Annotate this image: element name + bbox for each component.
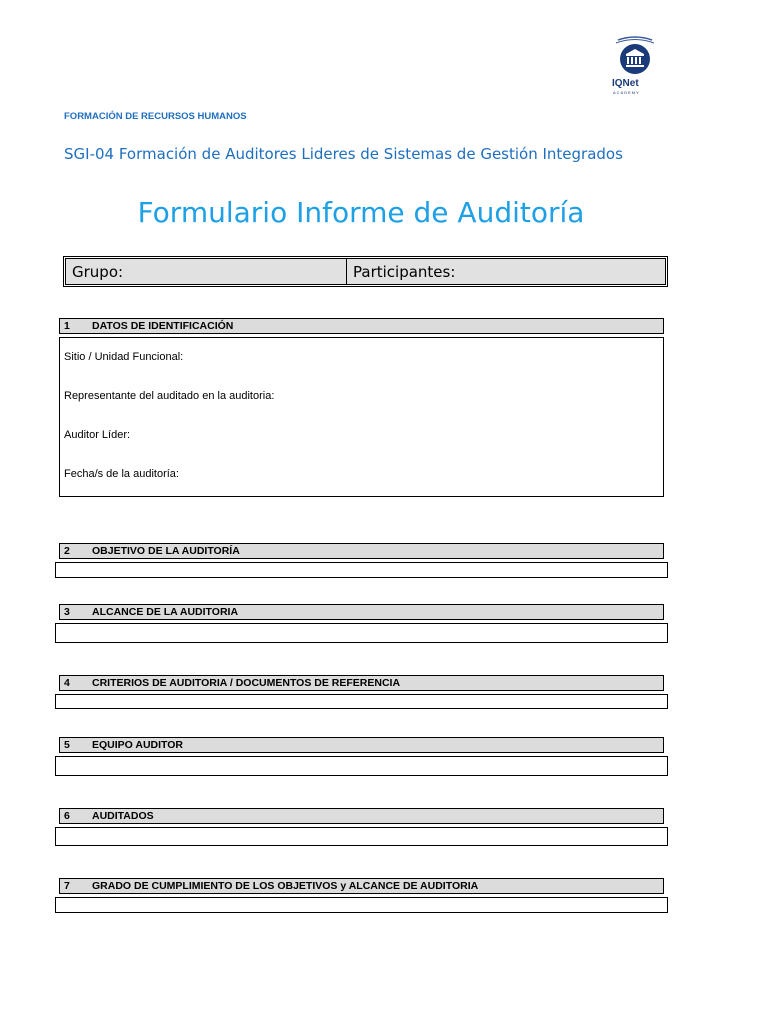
representative-field-label: Representante del auditado en la auditoria: [64,390,275,402]
section-number: 1 [64,320,70,332]
section-7-header [59,878,664,894]
section-5-input[interactable] [55,756,668,776]
lead-auditor-field-label: Auditor Líder: [64,429,131,441]
section-label: OBJETIVO DE LA AUDITORÍA [92,545,240,557]
participants-field[interactable] [347,258,666,285]
section-label: DATOS DE IDENTIFICACIÓN [92,320,234,332]
section-label: CRITERIOS DE AUDITORIA / DOCUMENTOS DE REFERENCIA [92,677,401,689]
course-title: SGI-04 Formación de Auditores Lideres de Sistemas de Gestión Integrados [64,145,623,163]
department-label: FORMACIÓN DE RECURSOS HUMANOS [64,111,247,122]
section-2-input[interactable] [55,562,668,578]
section-7-input[interactable] [55,897,668,913]
section-label: EQUIPO AUDITOR [92,739,184,751]
section-number: 4 [64,677,70,689]
section-2-header [59,543,664,559]
section-number: 6 [64,810,70,822]
section-6-input[interactable] [55,827,668,846]
section-3-input[interactable] [55,623,668,643]
section-number: 3 [64,606,70,618]
section-label: GRADO DE CUMPLIMIENTO DE LOS OBJETIVOS y ALCANCE DE AUDITORIA [92,880,479,892]
group-field[interactable] [65,258,347,285]
section-1-header [59,318,664,334]
page-title: Formulario Informe de Auditoría [137,196,585,229]
section-number: 2 [64,545,70,557]
dates-field-label: Fecha/s de la auditoría: [64,468,179,480]
section-label: AUDITADOS [92,810,154,822]
section-3-header [59,604,664,620]
section-6-header [59,808,664,824]
section-number: 5 [64,739,70,751]
section-5-header [59,737,664,753]
section-4-input[interactable] [55,694,668,709]
section-label: ALCANCE DE LA AUDITORIA [92,606,239,618]
section-number: 7 [64,880,70,892]
section-4-header [59,675,664,691]
group-participants-table [63,256,668,287]
logo-brand: IQNet [612,78,639,89]
participants-label: Participantes: [353,263,456,281]
iqnet-academy-logo [610,36,660,96]
logo-subtitle: ACADEMY [613,90,640,95]
group-label: Grupo: [72,263,124,281]
identification-box[interactable] [59,337,664,497]
site-field-label: Sitio / Unidad Funcional: [64,351,184,363]
